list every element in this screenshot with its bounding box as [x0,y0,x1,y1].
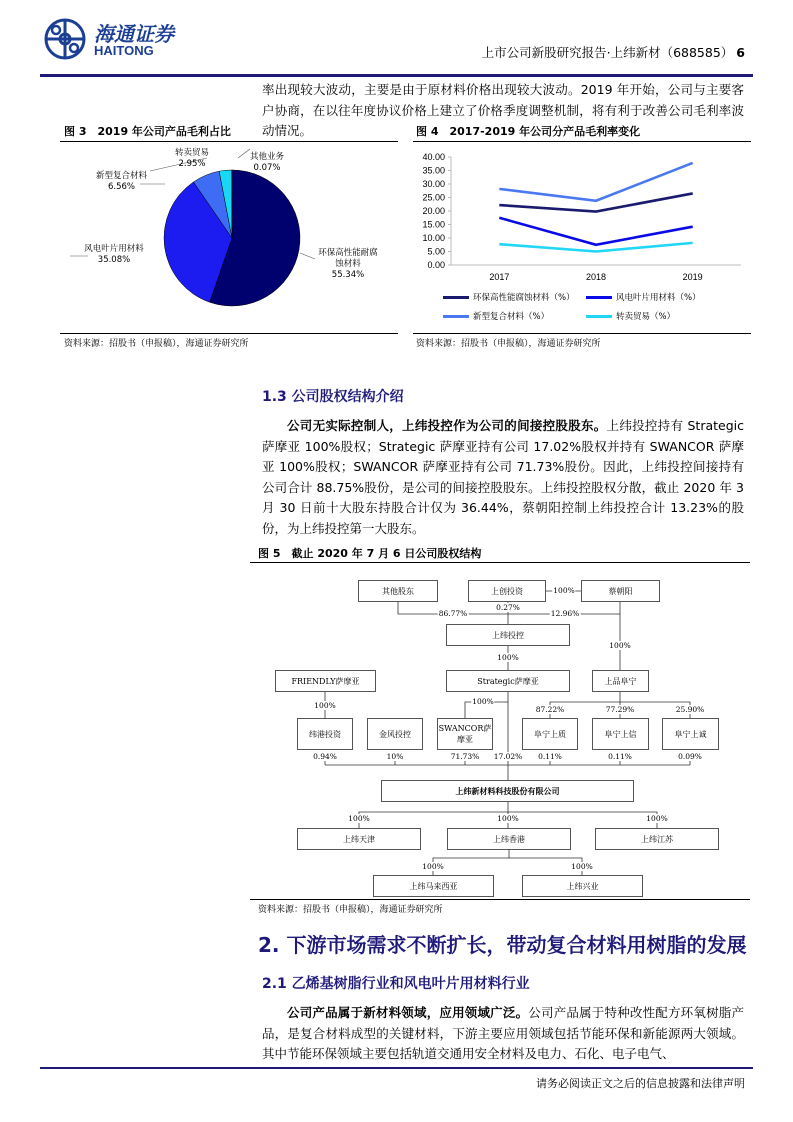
figure5-bottom-rule [250,899,750,900]
pct-cai-shangchuang: 100% [553,586,575,595]
pie-label-composite: 新型复合材料 6.56% [96,171,148,192]
org-node-swancor-samoa: SWANCOR萨摩亚 [437,718,493,750]
org-node-hongkong: 上纬香港 [447,828,571,850]
pct-strategic: 17.02% [493,752,523,761]
y-tick-label: 40.00 [422,152,445,162]
pie-label-wind: 风电叶片用材料 35.08% [84,244,144,265]
report-title: 上市公司新股研究报告·上纬新材（688585） [481,45,734,60]
section-2-1-lead: 公司产品属于新材料领域，应用领域广泛。 [287,1005,529,1020]
pct-others: 86.77% [438,609,468,618]
pct-weigang: 0.94% [313,752,337,761]
pct-jiangsu: 100% [646,814,668,823]
figure3-title: 图 3 2019 年公司产品毛利占比 [64,125,231,138]
pct-zhi: 87.22% [535,705,565,714]
y-tick-label: 25.00 [422,192,445,203]
legend-item-wind: 风电叶片用材料（%） [586,291,701,303]
org-node-strategic: Strategic萨摩亚 [446,670,570,692]
pct-xingye: 100% [571,862,593,871]
org-node-xingye: 上纬兴业 [522,875,643,897]
pct-zhi2: 0.11% [538,752,562,761]
y-tick-label: 30.00 [422,179,445,189]
section-1-3-body: 上纬投控持有 Strategic 萨摩亚 100%股权；Strategic 萨摩亚持有公司 17.02%股权并持有 SWANCOR 萨摩亚 100%股权；SWANCOR 萨摩亚持有公司 71.73%股份。因此，上纬投控间接持有公司合计 88.75%股份，是公司的间接控股股东。上纬投控股权分散，截止 2020 年 3 月 30 日前十大股东持股合计仅为 36.44%，蔡朝阳控制上纬投控合计 13.23%的股份，为上纬投控第一大股东。 [262,418,744,536]
pct-jinfeng: 10% [386,752,404,761]
figure5-source: 资料来源：招股书（申报稿），海通证券研究所 [258,905,443,915]
page-number: 6 [736,45,745,60]
figure4-title: 图 4 2017-2019 年公司分产品毛利率变化 [416,125,641,138]
section-1-3-heading: 1.3 公司股权结构介绍 [262,389,404,405]
pct-cheng: 25.90% [675,705,705,714]
legend-item-composite: 新型复合材料（%） [443,310,549,322]
x-tick-label: 2019 [682,272,703,282]
pct-tianjin: 100% [348,814,370,823]
pct-xin: 77.29% [605,705,635,714]
section-1-3-lead: 公司无实际控制人，上纬投控作为公司的间接控股股东。 [287,418,607,433]
legend-item-trade: 转卖贸易（%） [586,310,675,322]
org-node-fn-zhi: 阜宁上质 [522,718,578,750]
pct-malaysia: 100% [422,862,444,871]
x-tick-label: 2017 [489,272,510,282]
pct-strategic-swancor: 100% [472,697,494,706]
section-2-1-heading: 2.1 乙烯基树脂行业和风电叶片用材料行业 [262,976,530,992]
pct-cai-shangpin: 100% [609,641,631,650]
pct-holding-strategic: 100% [497,653,519,662]
figure4-source: 资料来源：招股书（申报稿），海通证券研究所 [416,339,601,349]
org-node-others: 其他股东 [358,580,438,602]
pie-label-trade: 转卖贸易 2.95% [175,148,210,169]
figure5-title: 图 5 截止 2020 年 7 月 6 日公司股权结构 [258,547,482,560]
pct-hongkong: 100% [497,814,519,823]
org-node-malaysia: 上纬马来西亚 [373,875,494,897]
y-tick-label: 5.00 [427,246,445,257]
section-2-heading: 2. 下游市场需求不断扩长，带动复合材料用树脂的发展 [258,933,747,957]
section-2-1-body: 公司产品属于特种改性配方环氧树脂产品，是复合材料成型的关键材料，下游主要应用领域包括节能环保和新能源两大领域。其中节能环保领域主要包括轨道交通用安全材料及电力、石化、电子电气、 [262,1005,744,1061]
org-node-tianjin: 上纬天津 [297,828,421,850]
org-node-shangpin: 上品阜宁 [592,670,649,692]
pct-xin2: 0.11% [608,752,632,761]
logo-cn: 海通证券 [94,22,174,46]
pie-label-other: 其他业务 0.07% [250,152,285,173]
footer-disclaimer: 请务必阅读正文之后的信息披露和法律声明 [536,1077,745,1090]
pct-swancor: 71.73% [450,752,480,761]
org-node-jinfeng: 金风投控 [367,718,423,750]
pct-cai: 12.96% [550,609,580,618]
pie-label-eco: 环保高性能耐腐蚀材料 55.34% [318,248,378,280]
figure3-source: 资料来源：招股书（申报稿），海通证券研究所 [64,339,249,349]
y-tick-label: 10.00 [422,233,445,243]
y-tick-label: 0.00 [427,260,445,270]
pct-friendly-weigang: 100% [314,701,336,710]
legend-item-eco: 环保高性能腐蚀材料（%） [443,291,575,303]
intro-paragraph: 率出现较大波动，主要是由于原材料价格出现较大波动。2019 年开始，公司与主要客户协商，在以往年度协议价格上建立了价格季度调整机制，将有利于改善公司毛利率波动情况。 [262,82,744,138]
x-tick-label: 2018 [585,272,607,282]
org-node-shangchuang: 上创投资 [468,580,546,602]
y-tick-label: 20.00 [422,206,445,216]
y-tick-label: 15.00 [422,219,445,230]
org-node-fn-xin: 阜宁上信 [592,718,649,750]
org-node-fn-cheng: 阜宁上诚 [662,718,719,750]
pct-cheng2: 0.09% [678,752,702,761]
org-node-cai: 蔡朝阳 [581,580,660,602]
org-node-friendly: FRIENDLY萨摩亚 [275,670,376,692]
section-2-1-paragraph [262,1003,744,1065]
pct-shangchuang: 0.27% [496,603,520,612]
logo-en: HAITONG [94,43,154,58]
footer-divider [40,1067,753,1069]
y-tick-label: 35.00 [422,165,445,176]
org-node-jiangsu: 上纬江苏 [595,828,719,850]
org-node-weigang: 纬港投资 [297,718,353,750]
org-node-swancor-holding: 上纬投控 [446,624,570,646]
org-node-company: 上纬新材料科技股份有限公司 [381,780,634,802]
